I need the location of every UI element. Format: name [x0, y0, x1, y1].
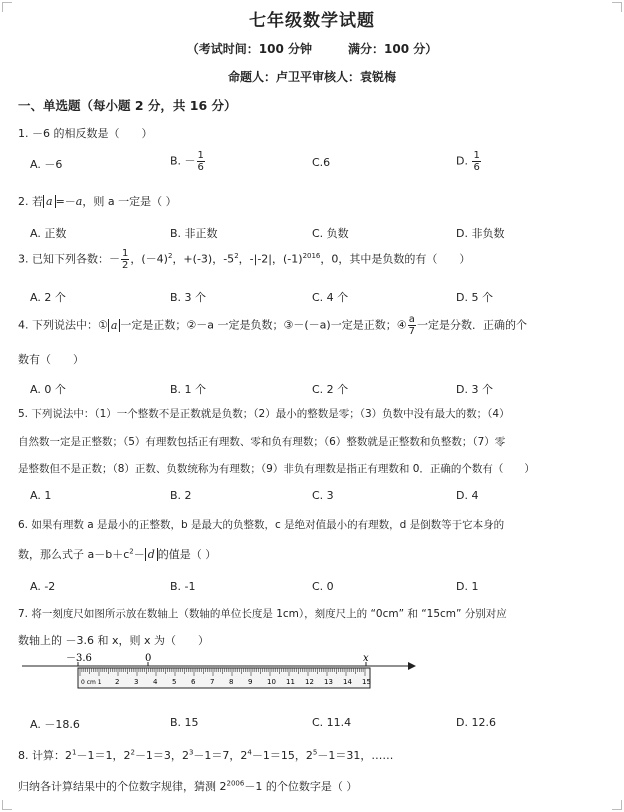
- denominator: 6: [473, 162, 480, 173]
- q3-option-d: D. 5 个: [456, 291, 493, 304]
- q3-post: ，0，其中是负数的有（ ）: [320, 252, 471, 266]
- q6-mid: －: [133, 548, 145, 561]
- base: 2: [181, 749, 189, 762]
- q3-pre: 3. 已知下列各数：－: [18, 252, 120, 266]
- denominator: 2: [122, 260, 129, 271]
- section-heading: 一、单选题（每小题 2 分，共 16 分）: [18, 98, 237, 113]
- ruler-tick-label: 9: [248, 678, 253, 686]
- q5-option-b: B. 2: [170, 489, 192, 502]
- q4-option-a: A. 0 个: [30, 383, 66, 396]
- base: 2: [65, 749, 72, 762]
- exponent: 2016: [302, 251, 321, 260]
- question-4-stem: [18, 314, 527, 337]
- fraction: [197, 150, 205, 173]
- q4-part2: 一定是分数．正确的个: [416, 318, 527, 332]
- exponent: 2: [167, 251, 173, 260]
- page-title: 七年级数学试题: [249, 11, 375, 31]
- crop-mark-bottom-right: [612, 800, 622, 810]
- q8-computation: [240, 749, 305, 762]
- q5-option-c: C. 3: [312, 489, 334, 502]
- axis-arrow-icon: [408, 662, 416, 670]
- authors: 命题人：卢卫平审核人：袁锐梅: [227, 70, 396, 84]
- question-7-line2: 数轴上的 －3.6 和 x，则 x 为（ ）: [18, 634, 209, 647]
- ruler-tick-label: 8: [229, 678, 234, 686]
- exponent: 2: [129, 547, 134, 556]
- question-6-line1: 6. 如果有理数 a 是最小的正整数，b 是最大的负整数，c 是绝对值最小的有理数，d 是倒数等于它本身的: [18, 519, 505, 531]
- base: 2: [240, 749, 248, 762]
- ruler-tick-label: 10: [267, 678, 276, 686]
- variable: a: [110, 318, 118, 332]
- variable: d: [147, 548, 155, 561]
- numerator: 1: [473, 150, 480, 161]
- q5-option-a: A. 1: [30, 489, 52, 502]
- q2-option-d: D. 非负数: [456, 227, 505, 240]
- question-7-line1: 7. 将一刻度尺如图所示放在数轴上（数轴的单位长度是 1cm），刻度尺上的 “0cm” 和 “15cm” 分别对应: [18, 608, 507, 620]
- q2-option-c: C. 负数: [312, 227, 349, 240]
- question-5-line2: 自然数一定是正整数；（5）有理数包括正有理数、零和负有理数；（6）整数就是正整数和负整数；（7）零: [18, 436, 506, 448]
- q3-terms3: ，-|-2|，(-1): [238, 252, 303, 266]
- q6-option-b: B. -1: [170, 580, 196, 593]
- ruler-tick-label: 12: [305, 678, 314, 686]
- q7-option-c: C. 11.4: [312, 716, 352, 729]
- q2-eq: =－: [55, 195, 76, 208]
- q7-option-a: A. －18.6: [30, 718, 80, 731]
- axis-label-x: x: [363, 653, 369, 664]
- q1-option-d: [456, 150, 482, 173]
- q4-pre: 4. 下列说法中：①: [18, 318, 108, 332]
- axis-label-zero: 0: [145, 653, 152, 664]
- q6-option-d: D. 1: [456, 580, 479, 593]
- q2-post: ，则 a 一定是（ ）: [82, 195, 177, 208]
- q6-option-c: C. 0: [312, 580, 334, 593]
- ruler-tick-label: 13: [324, 678, 333, 686]
- base: 2: [305, 749, 313, 762]
- numerator: a: [408, 314, 415, 325]
- denominator: 6: [197, 162, 204, 173]
- exponent: 3: [188, 748, 194, 757]
- q6-option-a: A. -2: [30, 580, 56, 593]
- q3-terms2: ，+(-3)，-5: [172, 252, 235, 266]
- fraction: [408, 314, 416, 337]
- q4-option-c: C. 2 个: [312, 383, 349, 396]
- result: －1＝1，: [76, 749, 124, 762]
- q1-option-a: A. －6: [30, 158, 63, 171]
- question-5-line3: 是整数但不是正数；（8）正数、负数统称为有理数；（9）非负有理数是指正有理数和 0．正确的个数有（ ）: [18, 463, 535, 475]
- q8-computation: [123, 749, 181, 762]
- q8-computations: [65, 749, 393, 762]
- question-5-line1: 5. 下列说法中：（1）一个整数不是正数就是负数；（2）最小的整数是零；（3）负数中没有最大的数；（4）: [18, 408, 510, 420]
- q1-option-b: [170, 150, 206, 173]
- q1-d-prefix: D.: [456, 154, 472, 168]
- result: －1＝15，: [251, 749, 306, 762]
- question-1-stem: 1. －6 的相反数是（ ）: [18, 127, 153, 140]
- question-3-stem: [18, 248, 470, 271]
- q3-option-a: A. 2 个: [30, 291, 66, 304]
- q8-line2-post: －1 的个位数字是（ ）: [244, 780, 358, 793]
- result: －1＝31，……: [317, 749, 394, 762]
- q6-pre: 数，那么式子 a－b＋c: [18, 548, 130, 561]
- absolute-value: [108, 319, 121, 332]
- ruler-tick-label: 11: [286, 678, 295, 686]
- fraction: [472, 150, 480, 173]
- absolute-value: [43, 195, 56, 208]
- q6-post: 的值是（ ）: [157, 548, 217, 561]
- q4-option-d: D. 3 个: [456, 383, 493, 396]
- ruler-tick-label: 2: [115, 678, 120, 686]
- denominator: 7: [408, 326, 415, 337]
- fraction: [121, 248, 129, 271]
- q2-pre: 2. 若: [18, 195, 43, 208]
- result: －1＝3，: [134, 749, 182, 762]
- q5-option-d: D. 4: [456, 489, 479, 502]
- q1-b-prefix: B. －: [170, 154, 196, 168]
- q4-option-b: B. 1 个: [170, 383, 207, 396]
- base: 2: [123, 749, 131, 762]
- axis-label-left: －3.6: [66, 653, 92, 664]
- variable: a: [75, 195, 83, 208]
- ruler-tick-label: 14: [343, 678, 352, 686]
- numerator: 1: [197, 150, 204, 161]
- variable: a: [46, 195, 53, 208]
- ruler-tick-label: 4: [153, 678, 158, 686]
- question-2-stem: [18, 193, 177, 209]
- exam-info: （考试时间：100 分钟 满分：100 分）: [186, 42, 438, 56]
- exponent: 2: [234, 251, 239, 260]
- q3-option-c: C. 4 个: [312, 291, 349, 304]
- q7-option-d: D. 12.6: [456, 716, 496, 729]
- q7-option-b: B. 15: [170, 716, 199, 729]
- question-4-stem-line2: 数有（ ）: [18, 353, 84, 366]
- exponent: 5: [312, 748, 318, 757]
- ruler-tick-label: 5: [172, 678, 177, 686]
- ruler-tick-label: 3: [134, 678, 139, 686]
- ruler-tick-label: 15: [362, 678, 371, 686]
- absolute-value: [145, 548, 158, 561]
- exponent: 2006: [226, 779, 245, 788]
- q8-line2-pre: 归纳各计算结果中的个位数字规律，猜测 2: [18, 780, 227, 793]
- crop-mark-bottom-left: [2, 800, 12, 810]
- q8-computation: [65, 749, 123, 762]
- q3-option-b: B. 3 个: [170, 291, 207, 304]
- ruler-tick-label: 6: [191, 678, 196, 686]
- exponent: 2: [130, 748, 135, 757]
- q2-option-b: B. 非正数: [170, 227, 218, 240]
- q8-computation: [182, 749, 240, 762]
- q3-terms: ，(－4): [130, 252, 168, 266]
- ruler-unit-label: 0 cm 1: [81, 679, 102, 686]
- exponent: 4: [247, 748, 252, 757]
- question-8-line1: [18, 747, 393, 763]
- q2-option-a: A. 正数: [30, 227, 67, 240]
- question-8-line2: [18, 778, 357, 794]
- ruler-tick-label: 7: [210, 678, 215, 686]
- number-line-ruler-figure: [18, 652, 418, 702]
- q4-part1: 一定是正数；②－a 一定是负数；③－(－a)一定是正数；④: [120, 318, 407, 332]
- exponent: 1: [72, 748, 77, 757]
- result: －1＝7，: [193, 749, 241, 762]
- q8-pre: 8. 计算：: [18, 749, 65, 762]
- q8-computation: [306, 749, 393, 762]
- question-6-line2: [18, 546, 216, 562]
- q1-option-c: C.6: [312, 156, 331, 169]
- numerator: 1: [122, 248, 129, 259]
